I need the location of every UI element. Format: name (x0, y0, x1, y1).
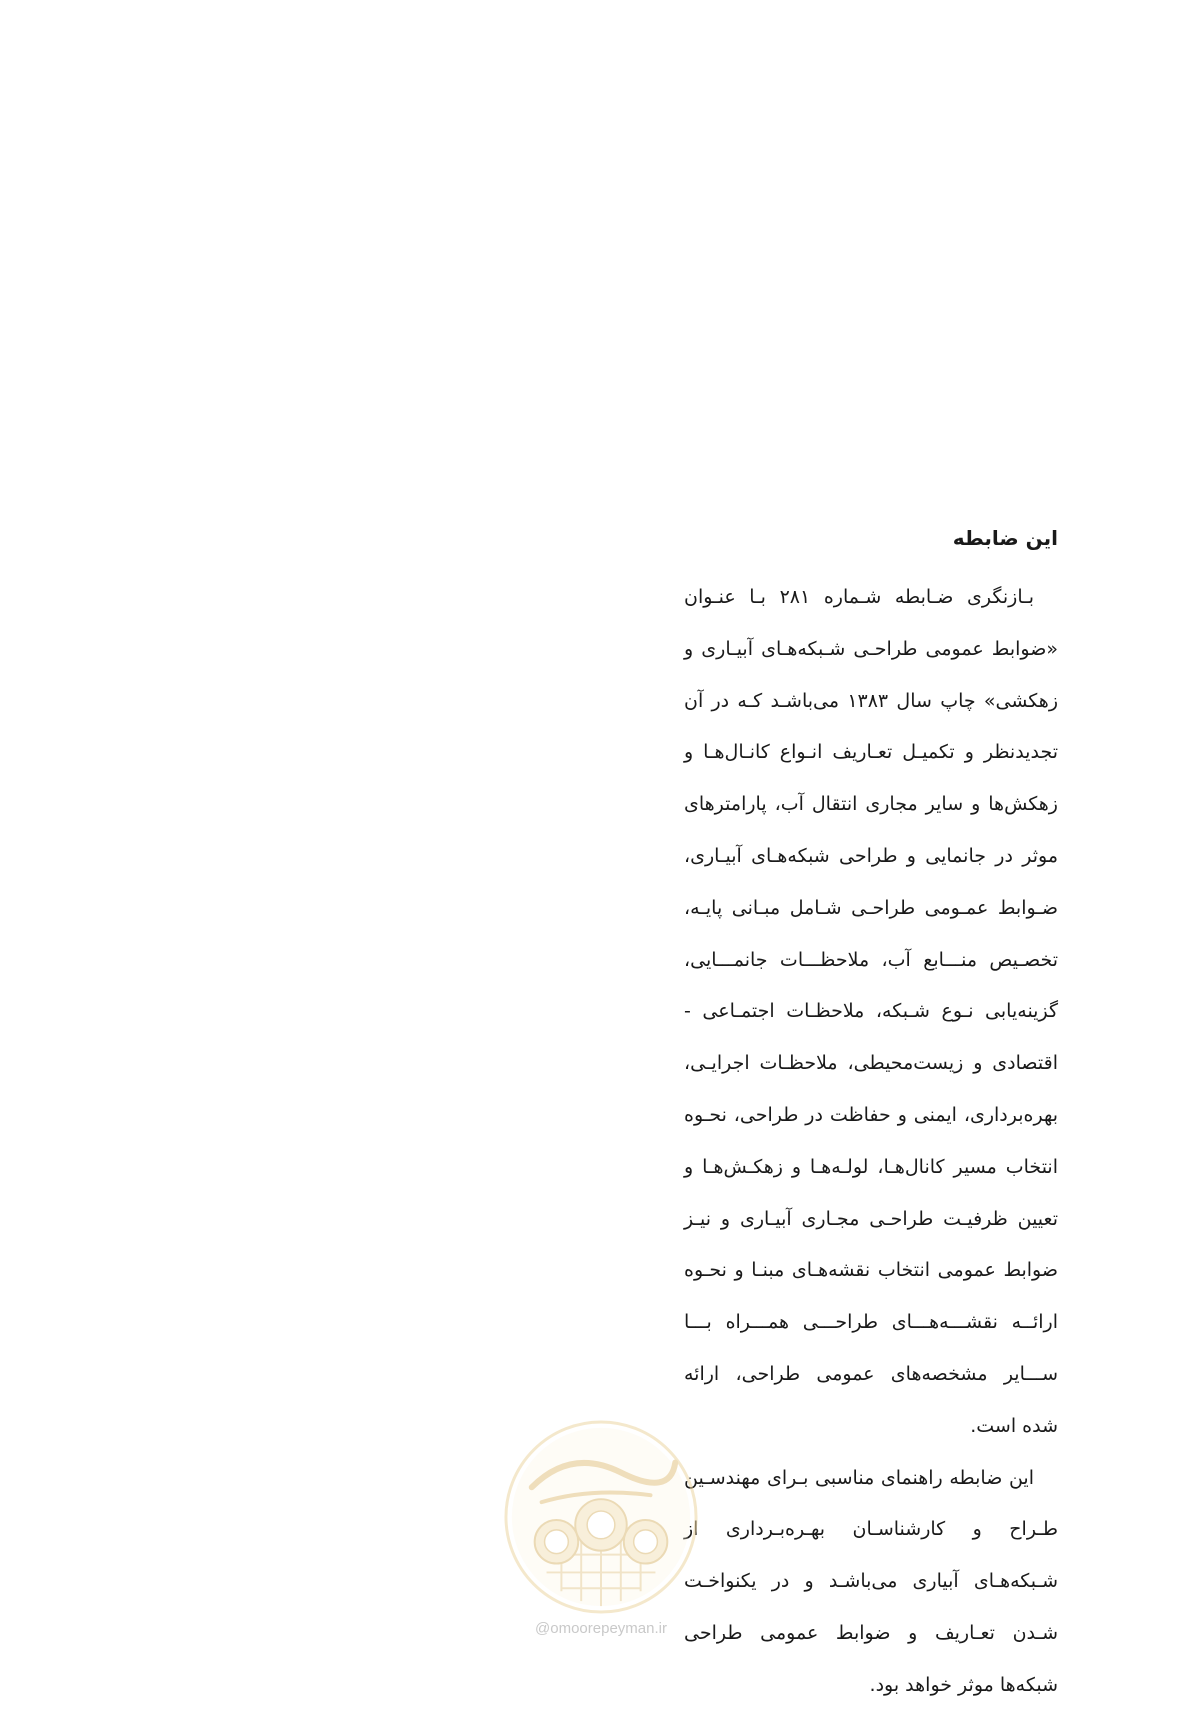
watermark-url: @omoorepeyman.ir (535, 1620, 667, 1637)
document-body (684, 518, 1058, 1712)
watermark-logo (502, 1418, 700, 1616)
paragraph-scope: بـازنگری ضـابطه شـماره ۲۸۱ بـا عنـوان «ضوابط عمومی طراحـی شـبکه‌هـای آبیـاری و زهکشی» چاپ سال ۱۳۸۳ می‌باشـد کـه در آن تجدیدنظر و تکمیـل تعـاریف انـواع کانـال‌هـا و زهکش‌ها و سایر مجاری انتقال آب، پارامترهای موثر در جانمایی و طراحی شبکه‌هـای آبیـاری، ضـوابط عمـومی طراحـی شـامل مبـانی پایـه، تخصـیص منـــابع آب، ملاحظـــات جانمـــایی، گزینه‌یابی نـوع شـبکه، ملاحظـات اجتمـاعی - اقتصادی و زیست‌محیطی، ملاحظـات اجرایـی، بهره‌برداری، ایمنی و حفاظت در طراحی، نحـوه انتخاب مسیر کانال‌هـا، لولـه‌هـا و زهکـش‌هـا و تعیین ظرفیـت طراحـی مجـاری آبیـاری و نیـز ضوابط عمومی انتخاب نقشه‌هـای مبنـا و نحـوه ارائــه نقشـــه‌هـــای طراحـــی همـــراه بـــا ســـایر مشخصه‌های عمومی طراحی، ارائه شده است. (684, 586, 1058, 1437)
section-heading: این ضابطه (952, 526, 1058, 550)
paragraph-audience: این ضابطه راهنمای مناسبی بـرای مهندسـین طـراح و کارشناسـان بهـره‌بـرداری از شـبکه‌هـای آبیاری می‌باشـد و در یکنواخـت شـدن تعـاریف و ضوابط عمومی طراحی شبکه‌ها موثر خواهد بود. (684, 1466, 1058, 1696)
